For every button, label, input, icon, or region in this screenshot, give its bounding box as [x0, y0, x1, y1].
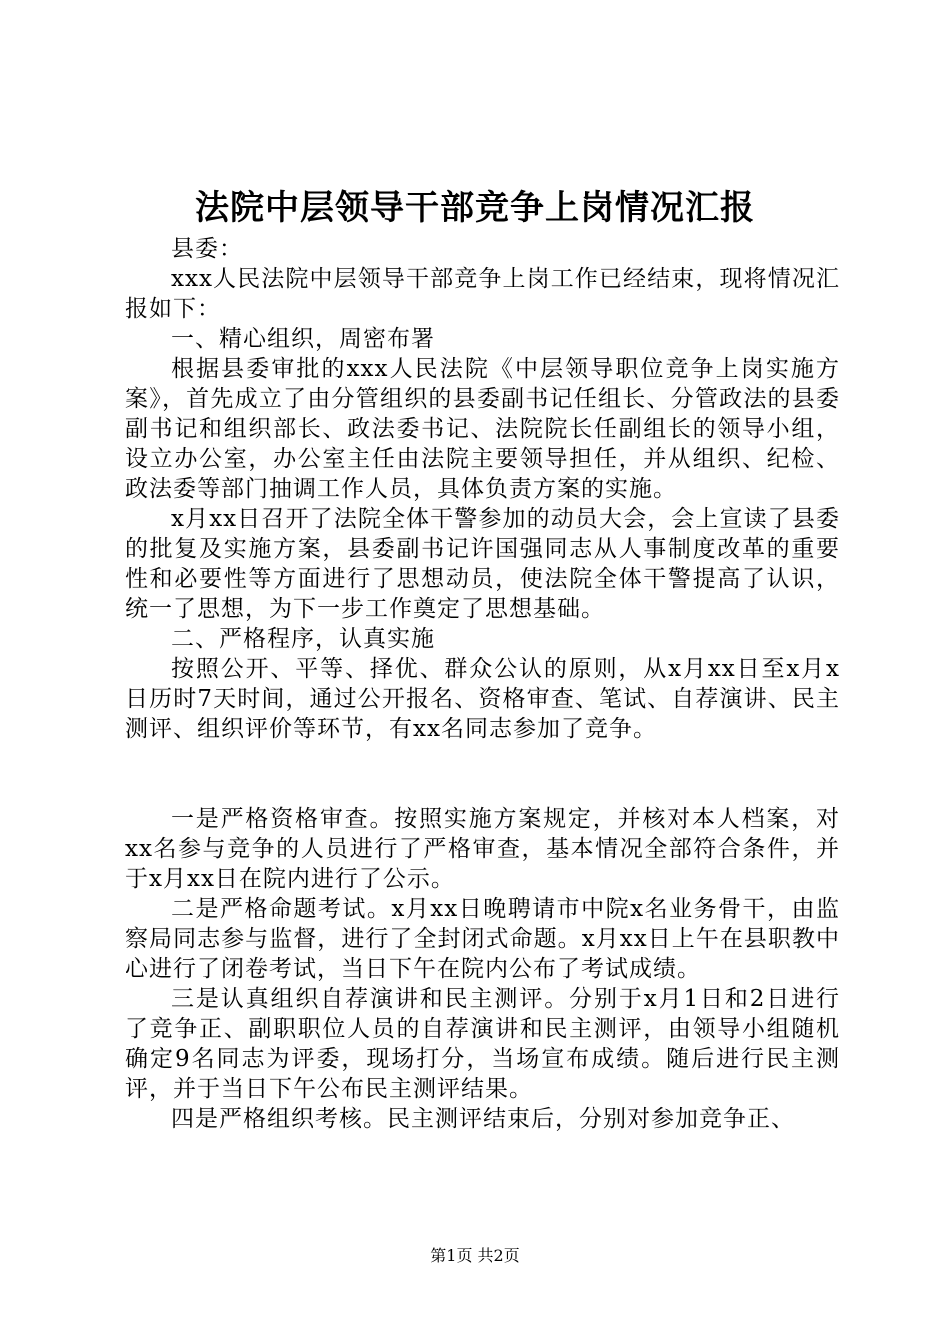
paragraph: 二是严格命题考试。x月xx日晚聘请市中院x名业务骨干，由监察局同志参与监督，进行了全封闭式命题。x月xx日上午在县职教中心进行了闭卷考试，当日下午在院内公布了考试成绩。 [125, 896, 840, 982]
paragraph: 三是认真组织自荐演讲和民主测评。分别于x月1日和2日进行了竞争正、副职职位人员的自荐演讲和民主测评，由领导小组随机确定9名同志为评委，现场打分，当场宣布成绩。随后进行民主测评，并于当日下午公布民主测评结果。 [125, 986, 840, 1102]
document-body [125, 234, 840, 1134]
paragraph: x月xx日召开了法院全体干警参加的动员大会，会上宣读了县委的批复及实施方案，县委副书记许国强同志从人事制度改革的重要性和必要性等方面进行了思想动员，使法院全体干警提高了认识，统一了思想，为下一步工作奠定了思想基础。 [125, 506, 840, 622]
page-footer: 第1页 共2页 [430, 1246, 520, 1265]
salutation: 县委： [171, 236, 243, 262]
paragraph-intro: xxx人民法院中层领导干部竞争上岗工作已经结束，现将情况汇报如下： [125, 266, 840, 322]
paragraph: 四是严格组织考核。民主测评结束后，分别对参加竞争正、 [171, 1106, 795, 1132]
paragraph: 一是严格资格审查。按照实施方案规定，并核对本人档案，对xx名参与竞争的人员进行了严格审查，基本情况全部符合条件，并于x月xx日在院内进行了公示。 [125, 806, 840, 892]
section-heading-2: 二、严格程序，认真实施 [171, 626, 435, 652]
document-title: 法院中层领导干部竞争上岗情况汇报 [195, 188, 755, 228]
paragraph-spacer [125, 744, 840, 804]
paragraph: 按照公开、平等、择优、群众公认的原则，从x月xx日至x月x日历时7天时间，通过公开报名、资格审查、笔试、自荐演讲、民主测评、组织评价等环节，有xx名同志参加了竞争。 [125, 656, 840, 742]
section-heading-1: 一、精心组织，周密布署 [171, 326, 435, 352]
paragraph: 根据县委审批的xxx人民法院《中层领导职位竞争上岗实施方案》，首先成立了由分管组织的县委副书记任组长、分管政法的县委副书记和组织部长、政法委书记、法院院长任副组长的领导小组，设立办公室，办公室主任由法院主要领导担任，并从组织、纪检、政法委等部门抽调工作人员，具体负责方案的实施。 [125, 356, 840, 502]
